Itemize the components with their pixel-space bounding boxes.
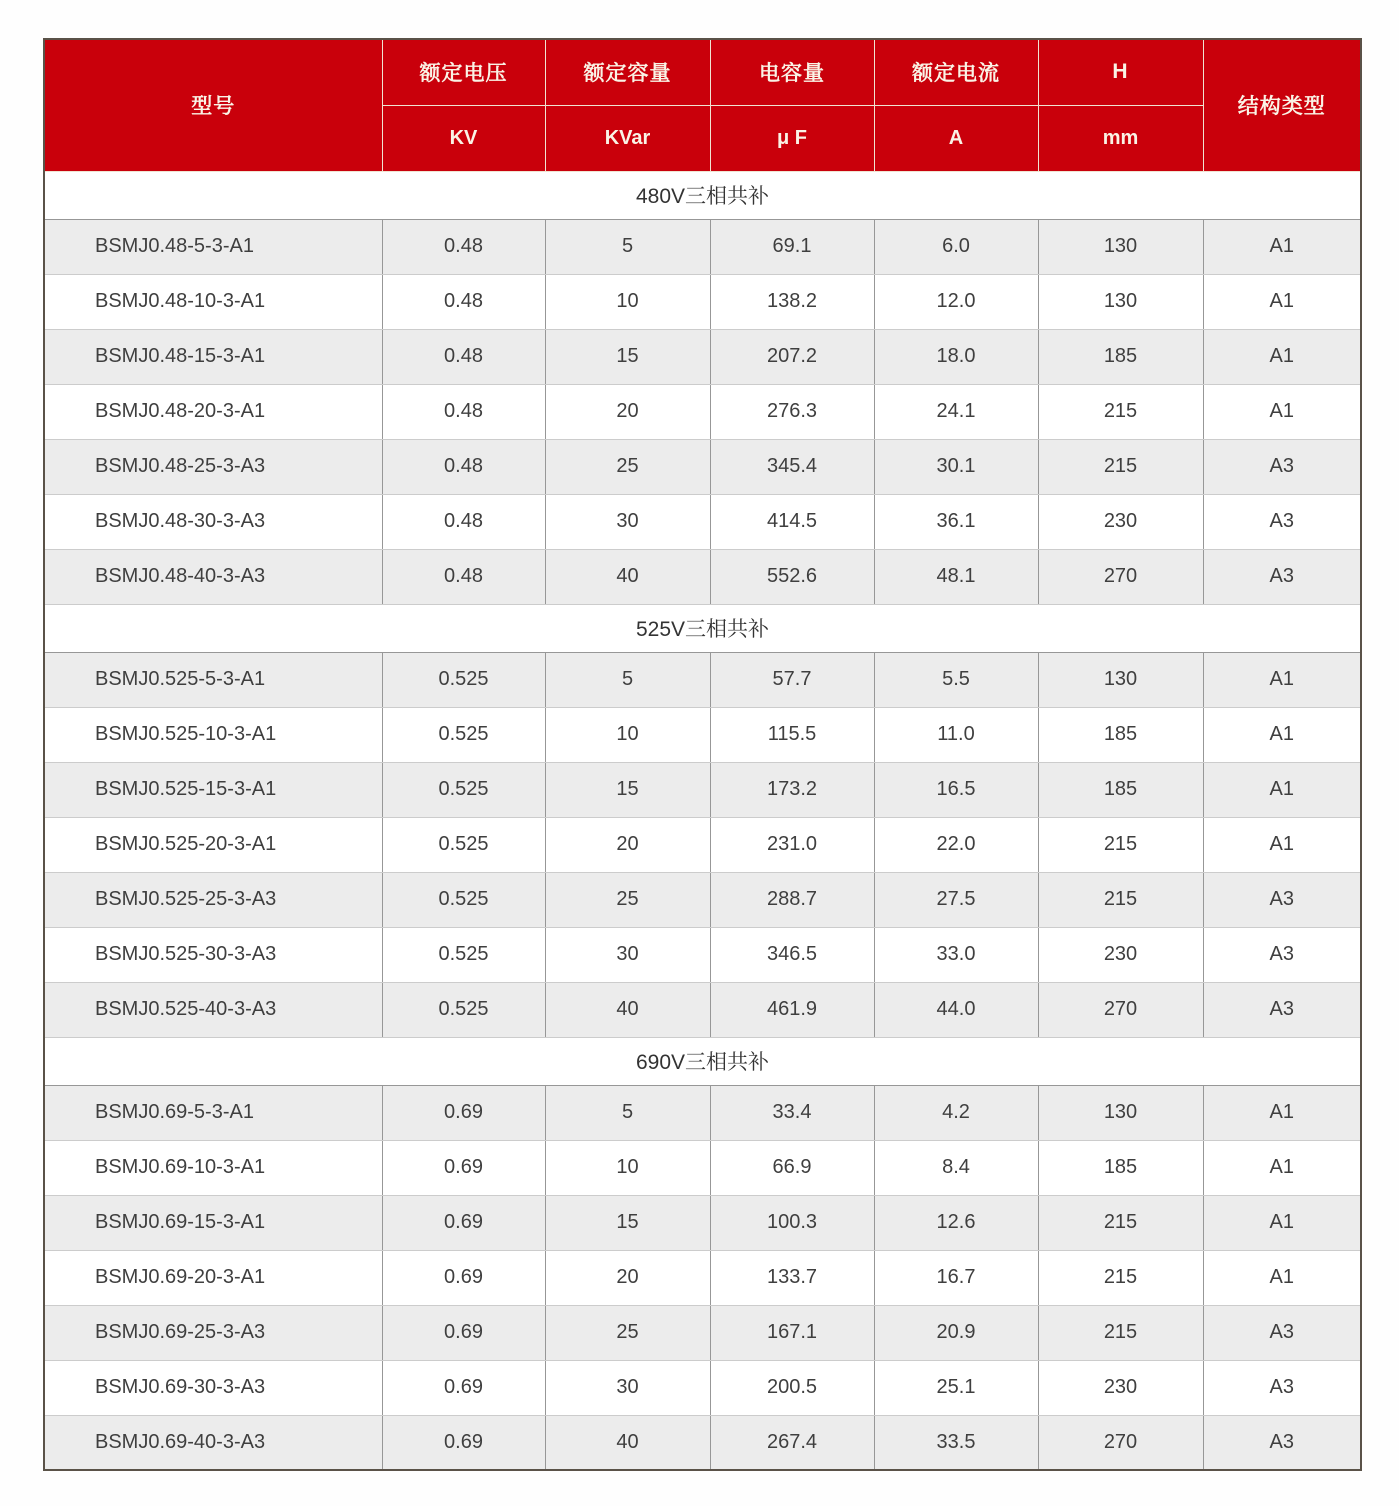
cell-rated-current: 12.6: [874, 1195, 1038, 1250]
cell-height: 185: [1038, 762, 1203, 817]
cell-structure-type: A1: [1203, 762, 1361, 817]
table-row: [44, 1195, 1361, 1250]
cell-capacitance: 138.2: [710, 274, 874, 329]
cell-rated-current: 27.5: [874, 872, 1038, 927]
cell-height: 270: [1038, 1415, 1203, 1470]
cell-rated-voltage: 0.48: [382, 329, 545, 384]
section-header-row: [44, 1037, 1361, 1085]
cell-rated-capacity: 40: [545, 982, 710, 1037]
cell-structure-type: A3: [1203, 1305, 1361, 1360]
cell-structure-type: A3: [1203, 439, 1361, 494]
col-header-height: H: [1038, 39, 1203, 105]
col-header-capacitance: 电容量: [710, 39, 874, 105]
cell-height: 215: [1038, 872, 1203, 927]
cell-height: 130: [1038, 1085, 1203, 1140]
cell-rated-capacity: 30: [545, 1360, 710, 1415]
cell-rated-voltage: 0.525: [382, 817, 545, 872]
cell-rated-voltage: 0.69: [382, 1085, 545, 1140]
cell-rated-voltage: 0.69: [382, 1305, 545, 1360]
cell-rated-current: 44.0: [874, 982, 1038, 1037]
cell-structure-type: A3: [1203, 1360, 1361, 1415]
cell-rated-voltage: 0.525: [382, 872, 545, 927]
cell-rated-current: 24.1: [874, 384, 1038, 439]
cell-rated-capacity: 20: [545, 384, 710, 439]
cell-height: 130: [1038, 652, 1203, 707]
cell-rated-voltage: 0.48: [382, 384, 545, 439]
cell-rated-current: 20.9: [874, 1305, 1038, 1360]
cell-model: BSMJ0.48-30-3-A3: [44, 494, 382, 549]
cell-structure-type: A3: [1203, 494, 1361, 549]
cell-rated-current: 8.4: [874, 1140, 1038, 1195]
cell-rated-current: 33.5: [874, 1415, 1038, 1470]
cell-rated-capacity: 15: [545, 1195, 710, 1250]
cell-model: BSMJ0.48-40-3-A3: [44, 549, 382, 604]
cell-height: 215: [1038, 1250, 1203, 1305]
cell-height: 130: [1038, 219, 1203, 274]
table-row: [44, 1140, 1361, 1195]
cell-model: BSMJ0.525-5-3-A1: [44, 652, 382, 707]
cell-model: BSMJ0.48-15-3-A1: [44, 329, 382, 384]
cell-rated-voltage: 0.525: [382, 927, 545, 982]
cell-capacitance: 288.7: [710, 872, 874, 927]
table-row: [44, 494, 1361, 549]
table-row: [44, 439, 1361, 494]
cell-capacitance: 414.5: [710, 494, 874, 549]
cell-model: BSMJ0.525-40-3-A3: [44, 982, 382, 1037]
table-header: [44, 39, 1361, 171]
cell-structure-type: A3: [1203, 982, 1361, 1037]
cell-structure-type: A1: [1203, 1250, 1361, 1305]
cell-model: BSMJ0.69-20-3-A1: [44, 1250, 382, 1305]
cell-rated-current: 16.5: [874, 762, 1038, 817]
cell-structure-type: A3: [1203, 872, 1361, 927]
cell-height: 230: [1038, 494, 1203, 549]
cell-rated-capacity: 25: [545, 439, 710, 494]
cell-structure-type: A3: [1203, 1415, 1361, 1470]
cell-structure-type: A1: [1203, 652, 1361, 707]
unit-rated-current: A: [874, 105, 1038, 171]
cell-rated-current: 11.0: [874, 707, 1038, 762]
cell-model: BSMJ0.525-15-3-A1: [44, 762, 382, 817]
table-row: [44, 1085, 1361, 1140]
cell-capacitance: 267.4: [710, 1415, 874, 1470]
cell-height: 215: [1038, 817, 1203, 872]
cell-rated-capacity: 25: [545, 872, 710, 927]
unit-height: mm: [1038, 105, 1203, 171]
cell-model: BSMJ0.48-25-3-A3: [44, 439, 382, 494]
cell-rated-capacity: 5: [545, 652, 710, 707]
cell-rated-current: 16.7: [874, 1250, 1038, 1305]
cell-structure-type: A1: [1203, 219, 1361, 274]
cell-rated-current: 33.0: [874, 927, 1038, 982]
cell-rated-capacity: 25: [545, 1305, 710, 1360]
cell-rated-current: 5.5: [874, 652, 1038, 707]
col-header-rated-current: 额定电流: [874, 39, 1038, 105]
cell-model: BSMJ0.525-20-3-A1: [44, 817, 382, 872]
cell-rated-capacity: 5: [545, 219, 710, 274]
spec-table: [43, 38, 1362, 1471]
cell-height: 215: [1038, 1305, 1203, 1360]
cell-rated-voltage: 0.48: [382, 549, 545, 604]
table-row: [44, 549, 1361, 604]
cell-rated-voltage: 0.69: [382, 1360, 545, 1415]
cell-rated-capacity: 40: [545, 1415, 710, 1470]
table-row: [44, 652, 1361, 707]
section-title: 480V三相共补: [44, 171, 1361, 219]
cell-rated-current: 12.0: [874, 274, 1038, 329]
cell-capacitance: 115.5: [710, 707, 874, 762]
cell-model: BSMJ0.69-40-3-A3: [44, 1415, 382, 1470]
cell-structure-type: A3: [1203, 549, 1361, 604]
cell-rated-voltage: 0.48: [382, 274, 545, 329]
section-title: 525V三相共补: [44, 604, 1361, 652]
cell-rated-voltage: 0.525: [382, 982, 545, 1037]
cell-model: BSMJ0.69-30-3-A3: [44, 1360, 382, 1415]
cell-height: 130: [1038, 274, 1203, 329]
col-header-rated-voltage: 额定电压: [382, 39, 545, 105]
cell-height: 215: [1038, 384, 1203, 439]
unit-capacitance: μ F: [710, 105, 874, 171]
cell-rated-current: 36.1: [874, 494, 1038, 549]
table-row: [44, 329, 1361, 384]
table-row: [44, 872, 1361, 927]
cell-rated-voltage: 0.48: [382, 439, 545, 494]
cell-height: 215: [1038, 1195, 1203, 1250]
cell-model: BSMJ0.525-10-3-A1: [44, 707, 382, 762]
cell-rated-capacity: 20: [545, 1250, 710, 1305]
cell-capacitance: 552.6: [710, 549, 874, 604]
cell-structure-type: A1: [1203, 384, 1361, 439]
cell-capacitance: 207.2: [710, 329, 874, 384]
cell-rated-voltage: 0.69: [382, 1415, 545, 1470]
cell-rated-capacity: 10: [545, 707, 710, 762]
cell-capacitance: 133.7: [710, 1250, 874, 1305]
cell-structure-type: A1: [1203, 1085, 1361, 1140]
cell-model: BSMJ0.69-5-3-A1: [44, 1085, 382, 1140]
cell-rated-voltage: 0.48: [382, 219, 545, 274]
cell-rated-current: 4.2: [874, 1085, 1038, 1140]
cell-structure-type: A1: [1203, 1140, 1361, 1195]
cell-capacitance: 33.4: [710, 1085, 874, 1140]
table-row: [44, 982, 1361, 1037]
table-row: [44, 274, 1361, 329]
table-row: [44, 1250, 1361, 1305]
table-body: [44, 171, 1361, 1470]
table-row: [44, 219, 1361, 274]
cell-height: 185: [1038, 329, 1203, 384]
table-row: [44, 707, 1361, 762]
cell-model: BSMJ0.69-15-3-A1: [44, 1195, 382, 1250]
cell-rated-current: 22.0: [874, 817, 1038, 872]
cell-rated-voltage: 0.69: [382, 1250, 545, 1305]
cell-model: BSMJ0.48-10-3-A1: [44, 274, 382, 329]
cell-height: 270: [1038, 549, 1203, 604]
table-row: [44, 817, 1361, 872]
cell-rated-capacity: 30: [545, 927, 710, 982]
cell-rated-current: 30.1: [874, 439, 1038, 494]
cell-height: 215: [1038, 439, 1203, 494]
cell-rated-current: 25.1: [874, 1360, 1038, 1415]
cell-rated-voltage: 0.525: [382, 762, 545, 817]
cell-capacitance: 276.3: [710, 384, 874, 439]
table-row: [44, 762, 1361, 817]
cell-structure-type: A3: [1203, 927, 1361, 982]
cell-structure-type: A1: [1203, 707, 1361, 762]
cell-height: 230: [1038, 927, 1203, 982]
cell-height: 185: [1038, 1140, 1203, 1195]
cell-model: BSMJ0.525-30-3-A3: [44, 927, 382, 982]
section-header-row: [44, 171, 1361, 219]
table-row: [44, 1305, 1361, 1360]
col-header-model: 型号: [44, 39, 382, 171]
cell-model: BSMJ0.69-10-3-A1: [44, 1140, 382, 1195]
cell-rated-current: 18.0: [874, 329, 1038, 384]
cell-rated-capacity: 5: [545, 1085, 710, 1140]
cell-model: BSMJ0.69-25-3-A3: [44, 1305, 382, 1360]
cell-rated-capacity: 40: [545, 549, 710, 604]
cell-rated-voltage: 0.525: [382, 707, 545, 762]
cell-model: BSMJ0.48-20-3-A1: [44, 384, 382, 439]
cell-rated-voltage: 0.48: [382, 494, 545, 549]
cell-rated-capacity: 15: [545, 329, 710, 384]
cell-capacitance: 167.1: [710, 1305, 874, 1360]
section-header-row: [44, 604, 1361, 652]
unit-rated-capacity: KVar: [545, 105, 710, 171]
cell-model: BSMJ0.48-5-3-A1: [44, 219, 382, 274]
col-header-structure-type: 结构类型: [1203, 39, 1361, 171]
header-label-row: [44, 39, 1361, 105]
cell-structure-type: A1: [1203, 329, 1361, 384]
cell-capacitance: 231.0: [710, 817, 874, 872]
cell-rated-capacity: 15: [545, 762, 710, 817]
col-header-rated-capacity: 额定容量: [545, 39, 710, 105]
cell-structure-type: A1: [1203, 274, 1361, 329]
cell-capacitance: 200.5: [710, 1360, 874, 1415]
cell-capacitance: 66.9: [710, 1140, 874, 1195]
cell-capacitance: 173.2: [710, 762, 874, 817]
cell-height: 185: [1038, 707, 1203, 762]
cell-rated-current: 48.1: [874, 549, 1038, 604]
cell-capacitance: 345.4: [710, 439, 874, 494]
cell-rated-capacity: 10: [545, 1140, 710, 1195]
cell-capacitance: 69.1: [710, 219, 874, 274]
unit-rated-voltage: KV: [382, 105, 545, 171]
cell-structure-type: A1: [1203, 817, 1361, 872]
cell-capacitance: 346.5: [710, 927, 874, 982]
cell-rated-voltage: 0.69: [382, 1195, 545, 1250]
table-row: [44, 1415, 1361, 1470]
cell-rated-voltage: 0.69: [382, 1140, 545, 1195]
cell-model: BSMJ0.525-25-3-A3: [44, 872, 382, 927]
cell-rated-current: 6.0: [874, 219, 1038, 274]
cell-height: 230: [1038, 1360, 1203, 1415]
cell-rated-capacity: 10: [545, 274, 710, 329]
cell-rated-capacity: 20: [545, 817, 710, 872]
section-title: 690V三相共补: [44, 1037, 1361, 1085]
cell-rated-capacity: 30: [545, 494, 710, 549]
cell-capacitance: 100.3: [710, 1195, 874, 1250]
table-row: [44, 1360, 1361, 1415]
cell-height: 270: [1038, 982, 1203, 1037]
table-row: [44, 384, 1361, 439]
cell-capacitance: 461.9: [710, 982, 874, 1037]
cell-capacitance: 57.7: [710, 652, 874, 707]
table-row: [44, 927, 1361, 982]
cell-structure-type: A1: [1203, 1195, 1361, 1250]
cell-rated-voltage: 0.525: [382, 652, 545, 707]
